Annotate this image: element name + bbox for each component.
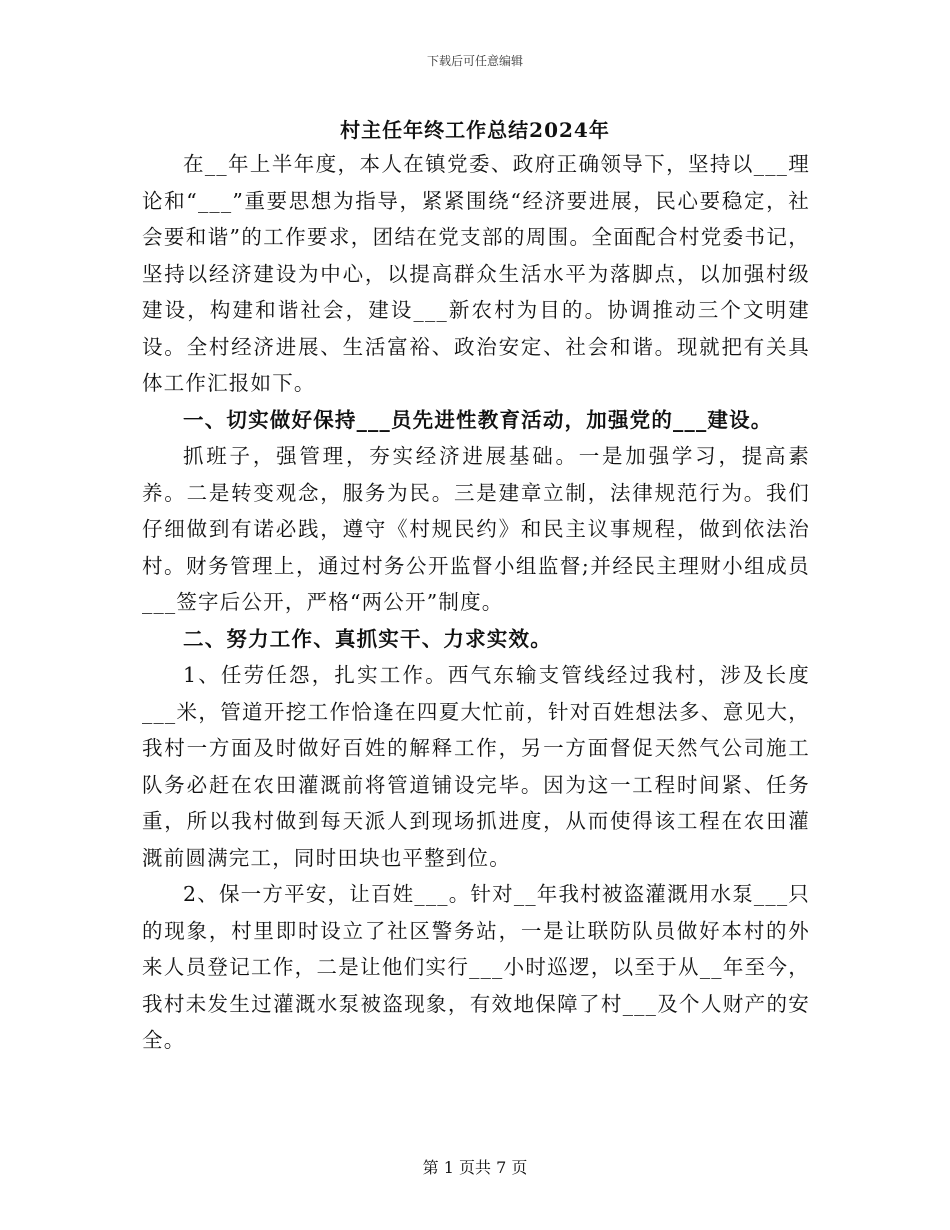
page-number: 第 1 页共 7 页 (422, 1158, 528, 1177)
paragraph-intro: 在__年上半年度，本人在镇党委、政府正确领导下，坚持以___理论和“___”重要思想为指导，紧紧围绕“经济要进展，民心要稳定，社会要和谐”的工作要求，团结在党支部的周围。全面配合村党委书记，坚持以经济建设为中心，以提高群众生活水平为落脚点，以加强村级建设，构建和谐社会，建设___新农村为目的。协调推动三个文明建设。全村经济进展、生活富裕、政治安定、社会和谐。现就把有关具体工作汇报如下。 (142, 152, 810, 395)
document-body (142, 146, 810, 1059)
section-heading-1: 一、切实做好保持___员先进性教育活动，加强党的___建设。 (183, 407, 773, 432)
paragraph-item-2: 2、保一方平安，让百姓___。针对__年我村被盗灌溉用水泵___只的现象，村里即时设立了社区警务站，一是让联防队员做好本村的外来人员登记工作，二是让他们实行___小时巡逻，以至于从__年至今，我村未发生过灌溉水泵被盗现象，有效地保障了村___及个人财产的安全。 (142, 882, 810, 1052)
section-heading-2: 二、努力工作、真抓实干、力求实效。 (183, 626, 552, 651)
document-title: 村主任年终工作总结2024年 (340, 118, 610, 142)
header-note: 下载后可任意编辑 (426, 54, 523, 68)
paragraph-section-1: 抓班子，强管理，夯实经济进展基础。一是加强学习，提高素养。二是转变观念，服务为民。三是建章立制，法律规范行为。我们仔细做到有诺必践，遵守《村规民约》和民主议事规程，做到依法治村。财务管理上，通过村务公开监督小组监督;并经民主理财小组成员___签字后公开，严格“两公开”制度。 (142, 444, 810, 614)
paragraph-item-1: 1、任劳任怨，扎实工作。西气东输支管线经过我村，涉及长度___米，管道开挖工作恰逢在四夏大忙前，针对百姓想法多、意见大，我村一方面及时做好百姓的解释工作，另一方面督促天然气公司施工队务必赶在农田灌溉前将管道铺设完毕。因为这一工程时间紧、任务重，所以我村做到每天派人到现场抓进度，从而使得该工程在农田灌溉前圆满完工，同时田块也平整到位。 (142, 663, 810, 870)
